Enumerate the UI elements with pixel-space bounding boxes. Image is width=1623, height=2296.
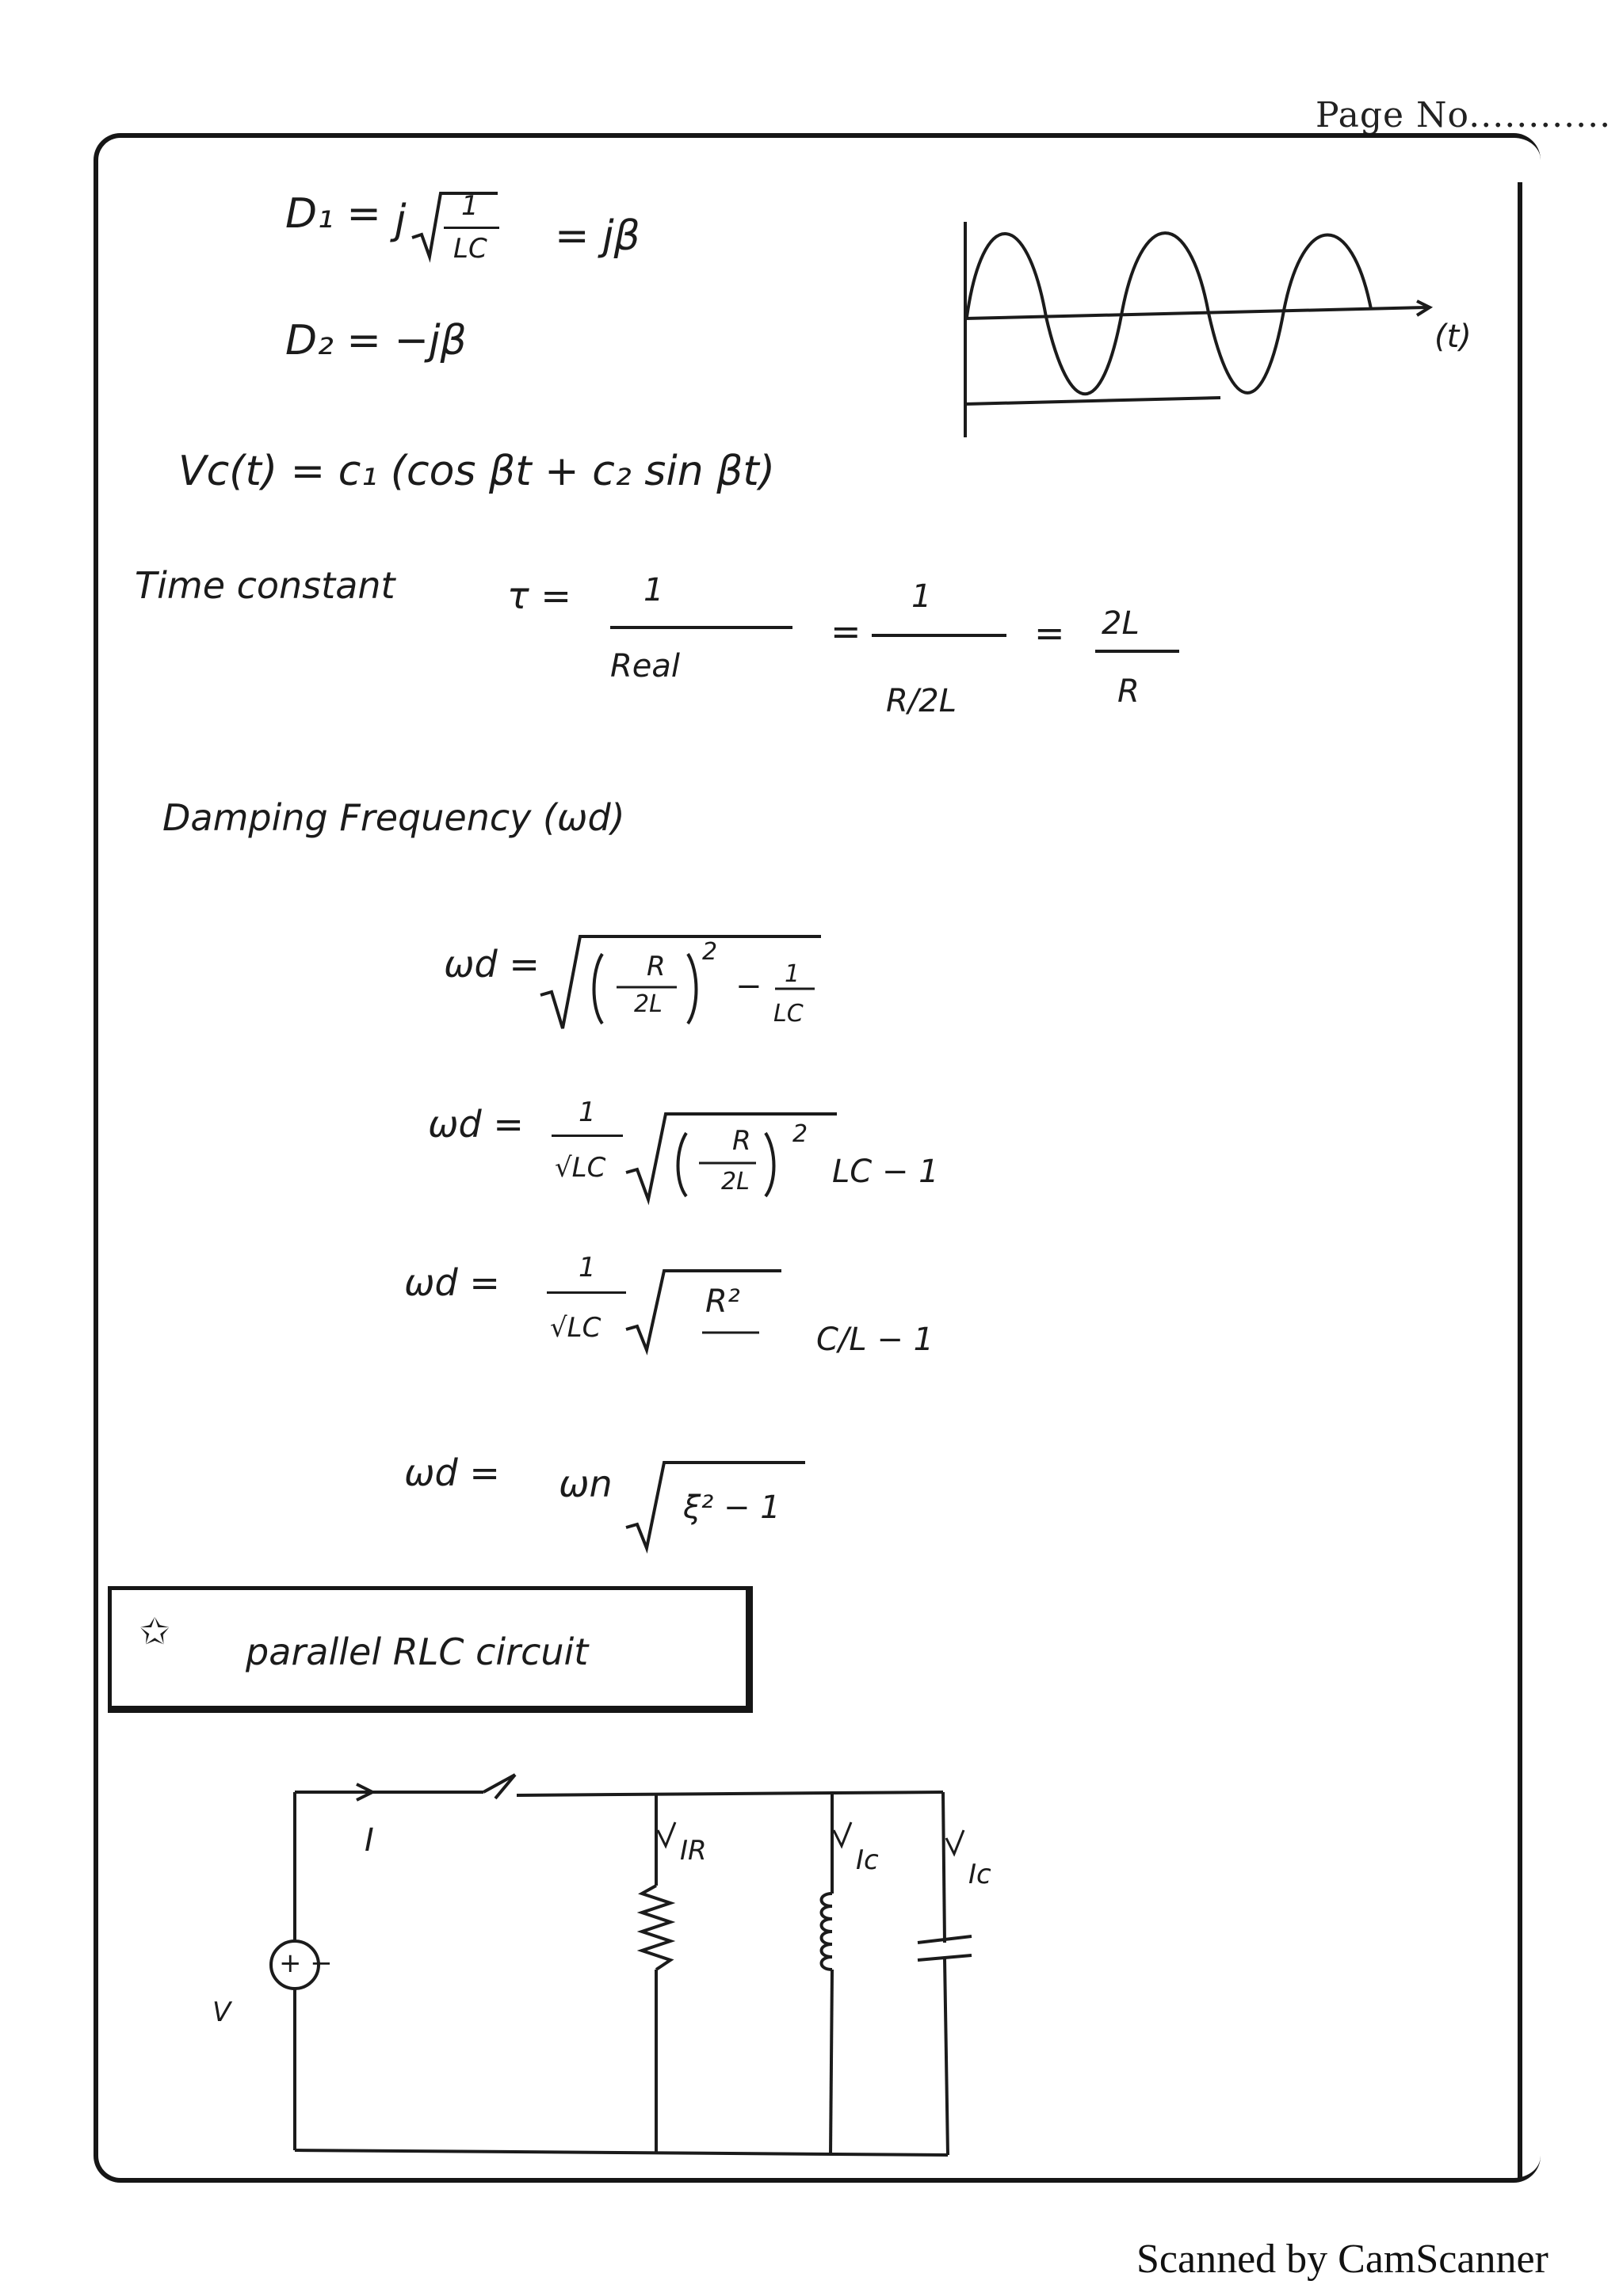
circuit-current-i: I: [365, 1822, 374, 1859]
page-frame-right-edge: [1518, 182, 1522, 2179]
wd-eq2-square: 2: [792, 1120, 808, 1148]
d1-lhs: D₁ =: [285, 190, 381, 238]
wd-eq1-num: 1: [785, 960, 800, 988]
time-constant-label: Time constant: [135, 564, 395, 607]
wd-eq2-den: √LC: [555, 1152, 606, 1184]
wd-eq3-tail: C/L − 1: [816, 1322, 934, 1358]
wd-eq4-radicand: ξ² − 1: [683, 1489, 781, 1526]
wd-eq2-tail: LC − 1: [832, 1154, 939, 1190]
wd-eq1-minus: −: [735, 968, 762, 1005]
wd-eq2-num: 1: [579, 1097, 596, 1128]
wd-eq3-num: 1: [579, 1252, 596, 1283]
source-label-v: V: [212, 1997, 231, 2028]
wd-eq1-square: 2: [702, 938, 718, 966]
vc-equation: Vc(t) = c₁ (cos βt + c₂ sin βt): [178, 448, 776, 495]
wd-eq4-lhs: ωd =: [404, 1451, 500, 1494]
tau-frac3-num: 2L: [1102, 605, 1140, 642]
oscillation-graph: [951, 222, 1458, 444]
tau-frac3-den: R: [1117, 673, 1140, 710]
capacitor-current-label: Ic: [968, 1859, 991, 1890]
tau-equals-1: =: [831, 610, 861, 653]
d1-frac-den: LC: [453, 233, 487, 265]
damping-heading: Damping Frequency (ωd): [162, 796, 625, 839]
wd-eq2-2l: 2L: [721, 1168, 750, 1196]
wd-eq3-r2: R²: [705, 1283, 740, 1320]
parallel-rlc-circuit: [222, 1767, 983, 2195]
tau-equals-2: =: [1034, 612, 1065, 654]
wd-eq3-bar: [547, 1291, 626, 1294]
wd-eq1-r: R: [647, 951, 666, 982]
section-star: ✩: [139, 1610, 170, 1653]
scanner-footer: Scanned by CamScanner: [1136, 2237, 1549, 2282]
d1-rhs: = jβ: [555, 212, 640, 260]
wd-eq1-lhs: ωd =: [444, 943, 540, 986]
tau-frac3-bar: [1095, 650, 1179, 653]
tau-frac2-num: 1: [911, 578, 932, 615]
tau-frac2-bar: [872, 634, 1006, 637]
wd-eq2-lhs: ωd =: [428, 1103, 524, 1146]
wd-eq3-lhs: ωd =: [404, 1261, 500, 1304]
wd-eq1-den: LC: [773, 1000, 804, 1028]
d1-frac-num: 1: [461, 190, 479, 222]
d1-j: j: [395, 196, 407, 244]
page-number: Page No............: [1316, 95, 1612, 135]
tau-frac1-bar: [610, 626, 792, 629]
section-title: parallel RLC circuit: [246, 1630, 589, 1673]
inductor-current-label: Ic: [856, 1844, 879, 1876]
wd-eq2-bar: [552, 1135, 623, 1137]
d2: D₂ = −jβ: [285, 317, 467, 364]
wd-eq3-den: √LC: [550, 1312, 601, 1344]
graph-axis-label: (t): [1434, 318, 1472, 355]
tau-frac1-den: Real: [610, 648, 681, 685]
wd-eq4-wn: ωn: [559, 1463, 613, 1505]
wd-eq1-2l: 2L: [634, 990, 663, 1018]
tau-symbol: τ =: [507, 574, 571, 617]
wd-eq2-r: R: [732, 1125, 751, 1157]
d1-frac-bar: [444, 227, 499, 229]
tau-frac1-num: 1: [643, 572, 664, 608]
source-sign: + −: [279, 1947, 333, 1979]
resistor-current-label: IR: [680, 1835, 707, 1867]
tau-frac2-den: R/2L: [886, 683, 957, 719]
